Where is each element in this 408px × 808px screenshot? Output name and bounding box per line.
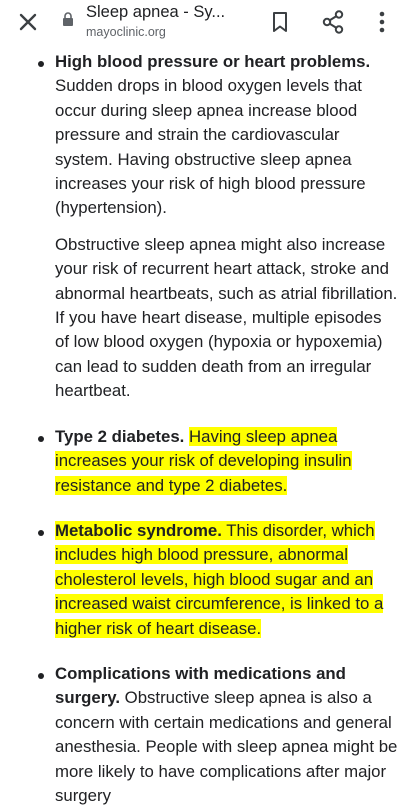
page-url: mayoclinic.org — [86, 25, 166, 39]
diabetes-highlight: Having sleep apnea increases your risk of developing insulin resistance and type 2 diabetes. — [55, 426, 352, 495]
bullet — [38, 436, 44, 442]
more-options-icon[interactable] — [370, 9, 394, 35]
diabetes-heading: Type 2 diabetes. — [55, 426, 185, 446]
bullet — [38, 61, 44, 67]
complications-text: Obstructive sleep apnea is also a concern with certain medications and general anesthesia. People with sleep apnea might be more likely to have complications after major surgery — [55, 688, 398, 805]
share-icon[interactable] — [320, 9, 346, 35]
diabetes-paragraph — [55, 425, 398, 498]
page-title: Sleep apnea - Sy... — [86, 3, 226, 21]
bp-heading: High blood pressure or heart problems. — [55, 52, 371, 71]
close-icon[interactable] — [14, 8, 42, 36]
metabolic-heading: Metabolic syndrome. — [55, 520, 222, 540]
lock-icon — [62, 12, 74, 26]
list-item — [0, 519, 408, 641]
metabolic-paragraph — [55, 519, 398, 641]
metabolic-highlight — [55, 521, 383, 638]
list-item — [0, 50, 408, 404]
metabolic-text: This disorder, which includes high blood pressure, abnormal cholesterol levels, high blood sugar and an increased waist circumference, is linked to a higher risk of heart disease. — [55, 520, 384, 638]
browser-toolbar — [0, 0, 408, 44]
list-item — [0, 662, 408, 808]
bp-text: Sudden drops in blood oxygen levels that occur during sleep apnea increase blood pressure and strain the cardiovascular system. Having obstructive sleep apnea increases your risk of high blood pressure (hypertension). — [55, 76, 366, 218]
complications-paragraph — [55, 662, 398, 808]
bp-paragraph — [55, 50, 398, 221]
bullet — [38, 530, 44, 536]
bp-paragraph-2: Obstructive sleep apnea might also increase your risk of recurrent heart attack, stroke and abnormal heartbeats, such as atrial fibrillation. If you have heart disease, multiple episodes of low blood oxygen (hypoxia or hypoxemia) can lead to sudden death from an irregular heartbeat. — [55, 234, 398, 401]
complications-heading: Complications with medications and surgery. — [55, 663, 346, 708]
article-content — [0, 44, 408, 808]
list-item — [0, 425, 408, 498]
bullet — [38, 673, 44, 679]
bookmark-icon[interactable] — [268, 10, 292, 34]
